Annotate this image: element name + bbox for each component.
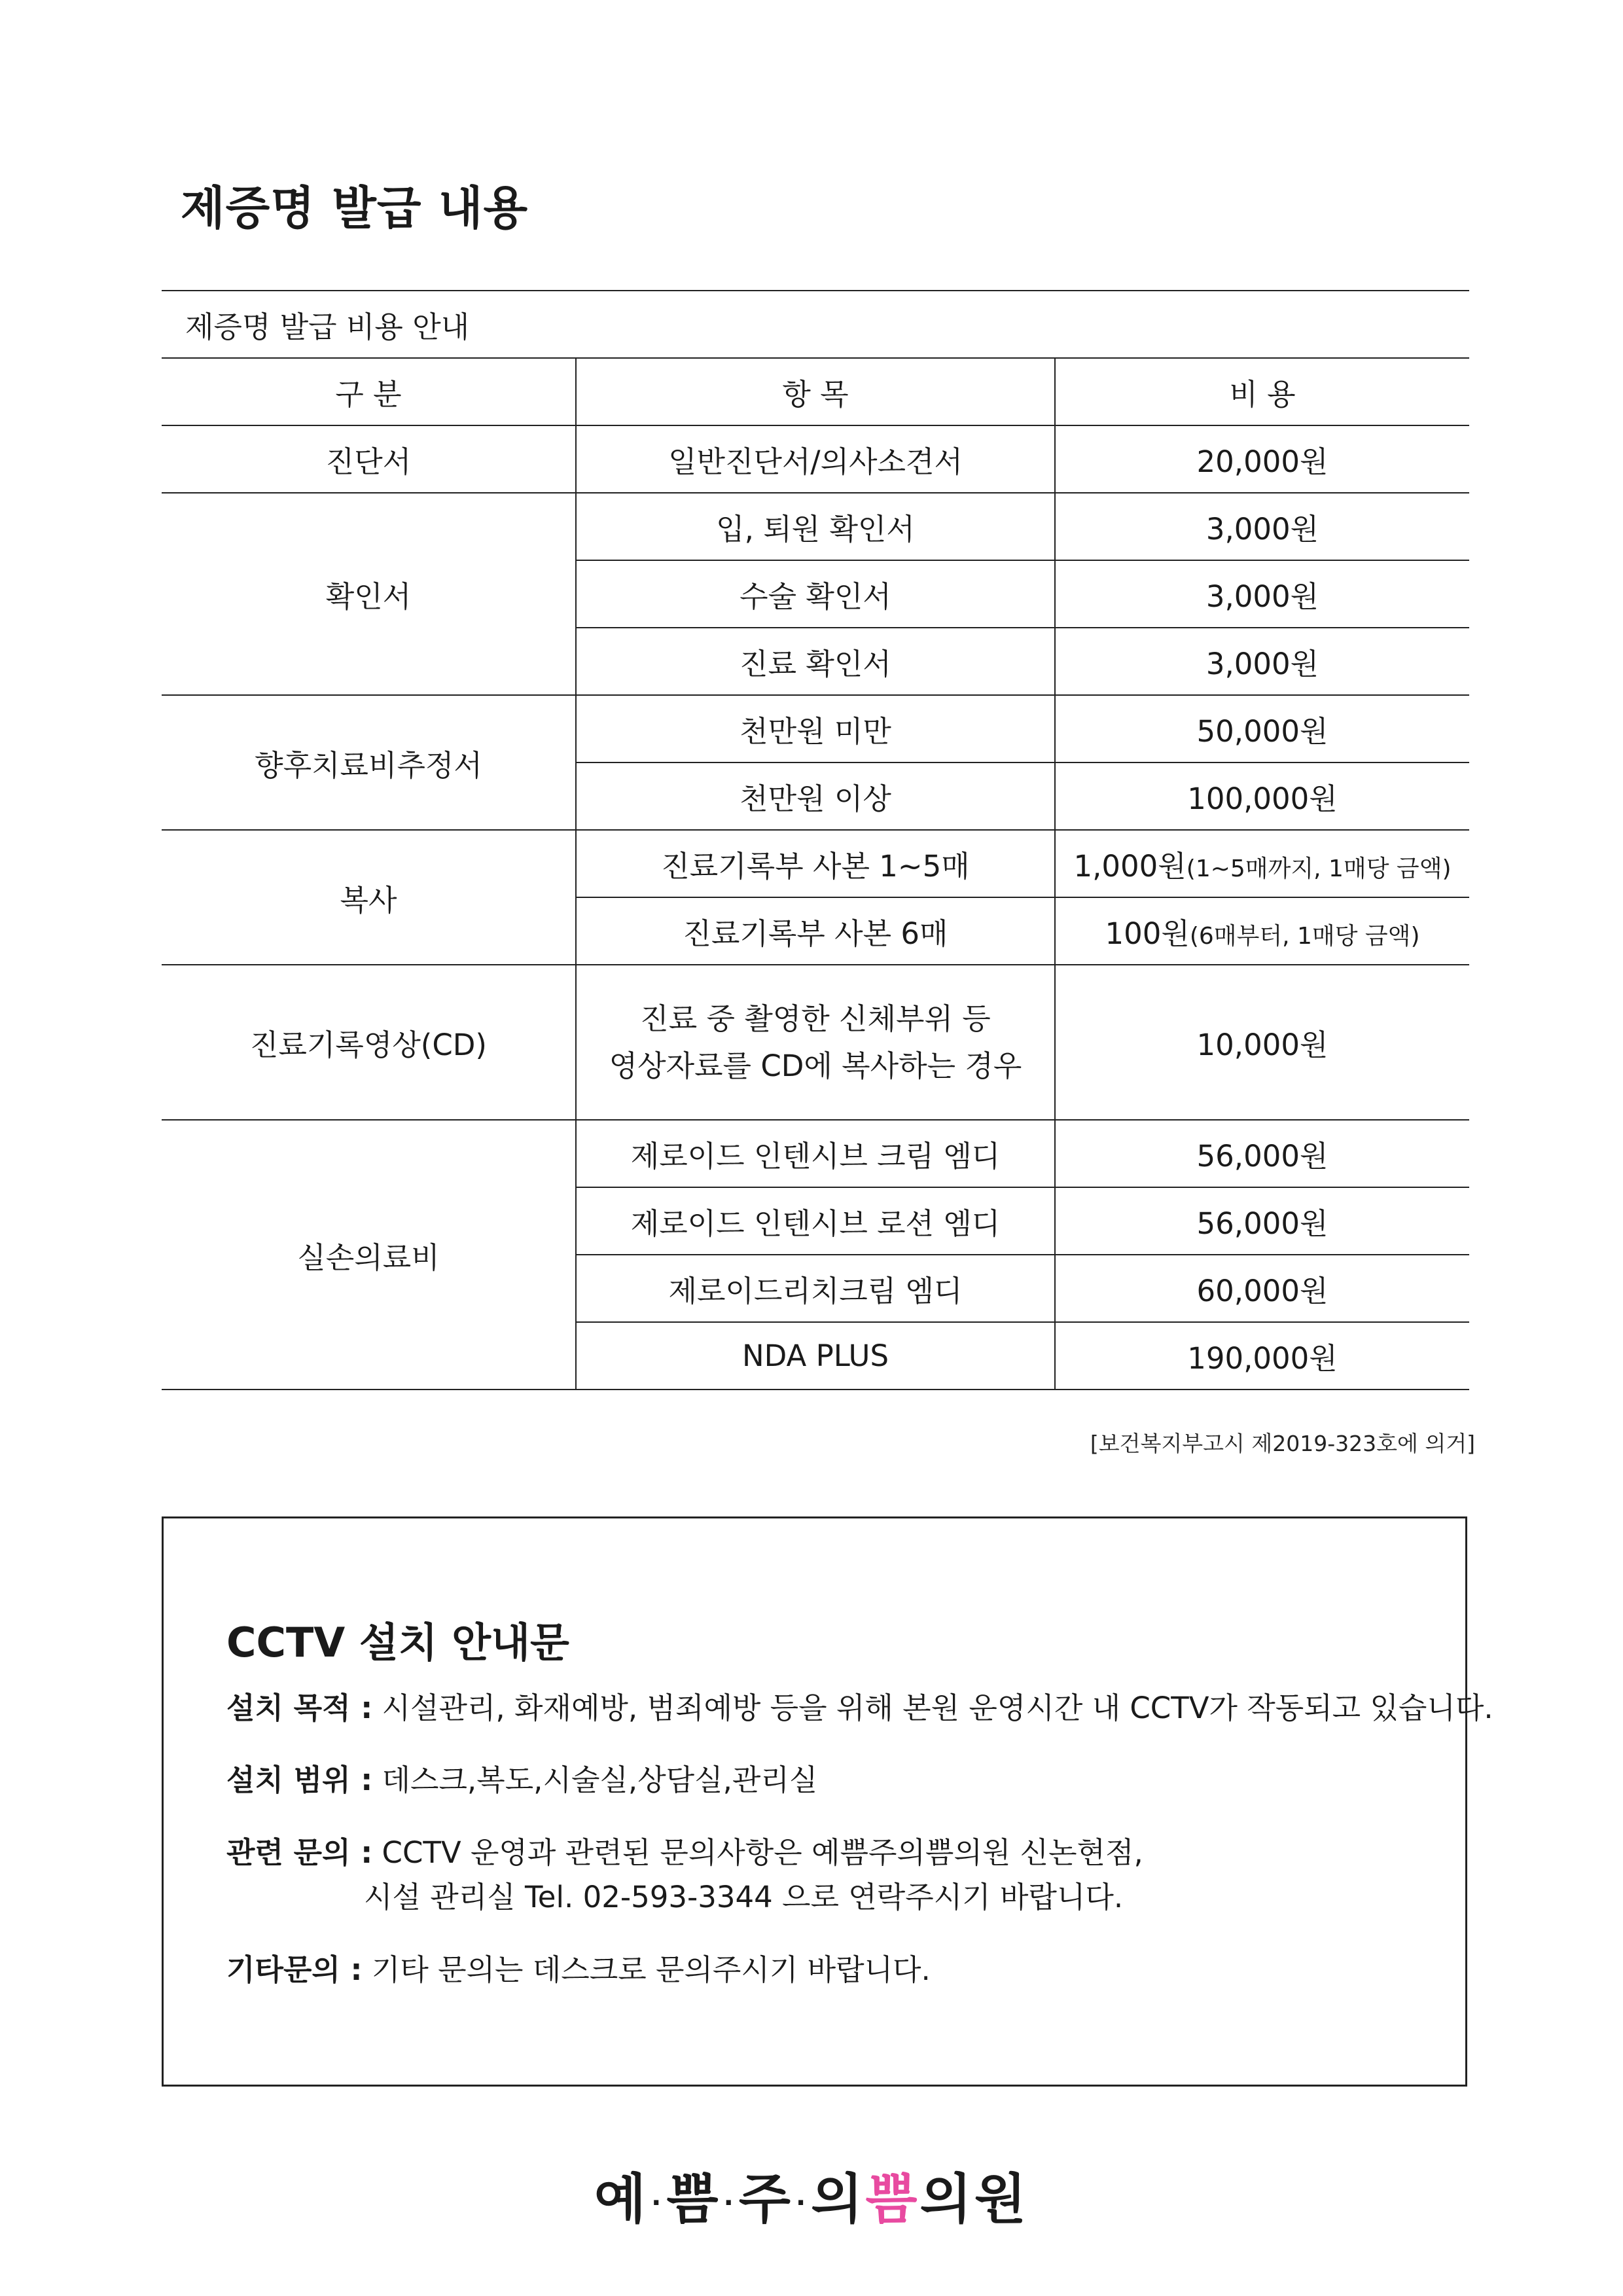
cctv-inquiry-text-2: 시설 관리실 Tel. 02-593-3344 으로 연락주시기 바랍니다. — [364, 1880, 1124, 1914]
cctv-purpose-text: 시설관리, 화재예방, 범죄예방 등을 위해 본원 운영시간 내 CCTV가 작동되고 있습니다. — [372, 1691, 1493, 1725]
logo-char: 의원 — [919, 2168, 1029, 2231]
table-row — [162, 493, 1469, 560]
category-cell: 향후치료비추정서 — [162, 695, 576, 830]
table-caption: 제증명 발급 비용 안내 — [162, 291, 1469, 358]
cost-cell: 50,000원 — [1055, 695, 1469, 762]
item-cell: 천만원 이상 — [576, 762, 1055, 830]
logo-char: 예 — [594, 2168, 649, 2231]
item-cell: 입, 퇴원 확인서 — [576, 493, 1055, 560]
cctv-inquiry-text-1: CCTV 운영과 관련된 문의사항은 예쁨주의쁨의원 신논현점, — [372, 1835, 1143, 1870]
item-cell: 제로이드리치크림 엠디 — [576, 1255, 1055, 1322]
logo-char: 의 — [811, 2168, 866, 2231]
item-cell — [576, 965, 1055, 1120]
cost-cell: 60,000원 — [1055, 1255, 1469, 1322]
table-row — [162, 1120, 1469, 1187]
item-cell: 진료 확인서 — [576, 628, 1055, 695]
category-cell: 확인서 — [162, 493, 576, 695]
item-cell: 진료기록부 사본 1~5매 — [576, 830, 1055, 897]
table-caption-row — [162, 291, 1469, 358]
cost-cell: 3,000원 — [1055, 628, 1469, 695]
category-cell: 진단서 — [162, 425, 576, 493]
logo-dot: · — [651, 2187, 664, 2218]
cost-value: 100원 — [1105, 916, 1190, 951]
logo-char: 쁨 — [666, 2168, 721, 2231]
table-row — [162, 965, 1469, 1120]
item-cell: NDA PLUS — [576, 1322, 1055, 1390]
table-source-note: [보건복지부고시 제2019-323호에 의거] — [1090, 1431, 1475, 1456]
cost-cell: 3,000원 — [1055, 560, 1469, 628]
logo-accent-char: 쁨 — [865, 2168, 920, 2231]
cctv-scope-label: 설치 범위 : — [226, 1763, 373, 1797]
cost-cell: 190,000원 — [1055, 1322, 1469, 1390]
cost-note: (1~5매까지, 1매당 금액) — [1186, 855, 1452, 882]
category-cell: 복사 — [162, 830, 576, 965]
item-cell: 제로이드 인텐시브 크림 엠디 — [576, 1120, 1055, 1187]
logo-char: 주 — [738, 2168, 793, 2231]
table-row — [162, 695, 1469, 762]
logo-dot: · — [723, 2187, 736, 2218]
cctv-other-label: 기타문의 : — [226, 1952, 363, 1987]
fee-table — [162, 290, 1469, 1390]
header-cost: 비 용 — [1055, 358, 1469, 425]
cctv-scope — [226, 1758, 817, 1803]
cost-cell: 56,000원 — [1055, 1187, 1469, 1255]
item-cell: 진료기록부 사본 6매 — [576, 897, 1055, 965]
cost-cell: 3,000원 — [1055, 493, 1469, 560]
cctv-purpose — [226, 1686, 1493, 1731]
header-item: 항 목 — [576, 358, 1055, 425]
cctv-inquiry-label: 관련 문의 : — [226, 1835, 373, 1870]
table-header-row — [162, 358, 1469, 425]
cost-cell — [1055, 897, 1469, 965]
item-cell: 수술 확인서 — [576, 560, 1055, 628]
item-cell: 제로이드 인텐시브 로션 엠디 — [576, 1187, 1055, 1255]
cost-value: 1,000원 — [1073, 849, 1186, 884]
cost-cell: 20,000원 — [1055, 425, 1469, 493]
cost-cell: 100,000원 — [1055, 762, 1469, 830]
cost-note: (6매부터, 1매당 금액) — [1189, 923, 1420, 950]
header-category: 구 분 — [162, 358, 576, 425]
clinic-logo — [0, 2157, 1623, 2233]
item-cell: 일반진단서/의사소견서 — [576, 425, 1055, 493]
logo-dot: · — [795, 2187, 809, 2218]
table-row — [162, 830, 1469, 897]
table-row — [162, 425, 1469, 493]
category-cell: 진료기록영상(CD) — [162, 965, 576, 1120]
cost-cell — [1055, 830, 1469, 897]
page-title: 제증명 발급 내용 — [181, 181, 529, 235]
cctv-inquiry — [226, 1831, 1143, 1920]
cctv-other — [226, 1948, 931, 1992]
cost-cell: 56,000원 — [1055, 1120, 1469, 1187]
item-line-1: 진료 중 촬영한 신체부위 등 — [640, 1001, 991, 1036]
cctv-purpose-label: 설치 목적 : — [226, 1691, 373, 1725]
category-cell: 실손의료비 — [162, 1120, 576, 1390]
cctv-scope-text: 데스크,복도,시술실,상담실,관리실 — [372, 1763, 818, 1797]
item-line-2: 영상자료를 CD에 복사하는 경우 — [609, 1048, 1022, 1083]
cctv-other-text: 기타 문의는 데스크로 문의주시기 바랍니다. — [362, 1952, 931, 1987]
cctv-notice-box — [162, 1516, 1493, 2087]
cctv-title: CCTV 설치 안내문 — [226, 1619, 569, 1666]
cost-cell: 10,000원 — [1055, 965, 1469, 1120]
item-cell: 천만원 미만 — [576, 695, 1055, 762]
